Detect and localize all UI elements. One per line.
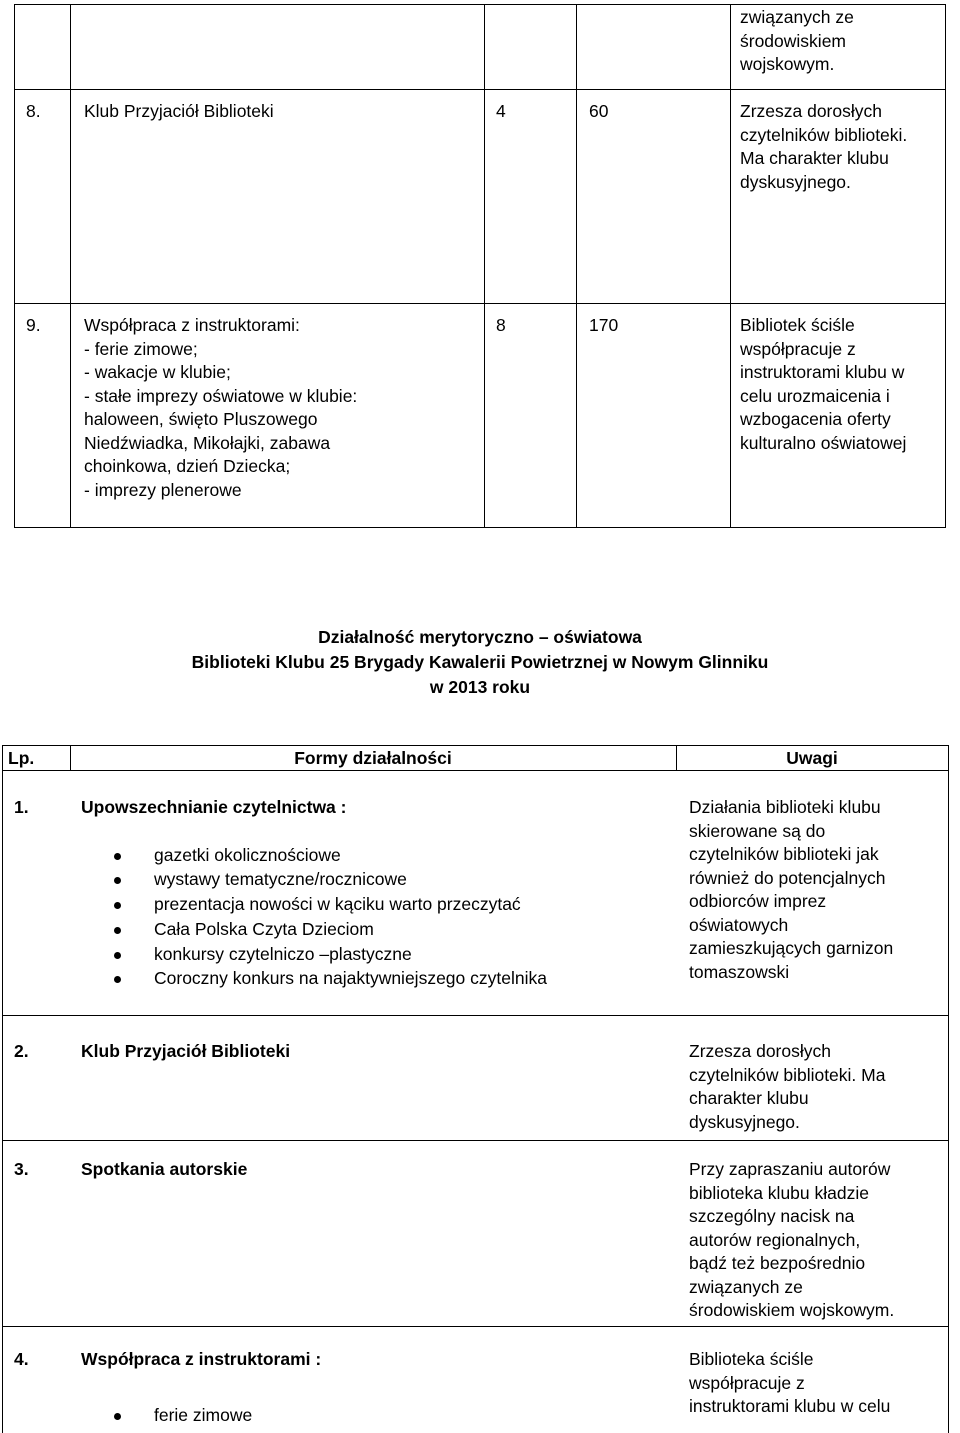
row9-participants: 170	[589, 315, 619, 335]
row9-remarks: Bibliotek ściśle współpracuje z instruktorami klubu w celu urozmaicenia i wzbogacenia oferty kulturalno oświatowej	[740, 315, 907, 453]
t2-row3-remarks: Przy zapraszaniu autorów biblioteka klubu kładzie szczególny nacisk na autorów regionalnych, bądź też bezpośrednio związanych ze środowiskiem wojskowym.	[689, 1159, 895, 1320]
row8-remarks: Zrzesza dorosłych czytelników biblioteki. Ma charakter klubu dyskusyjnego.	[740, 101, 908, 192]
t2-row3-lp: 3.	[14, 1159, 29, 1179]
t2-row2-lp: 2.	[14, 1041, 29, 1061]
t2-row4-remarks: Biblioteka ściśle współpracuje z instruktorami klubu w celu	[689, 1349, 891, 1416]
t2-row2-remarks: Zrzesza dorosłych czytelników biblioteki. Ma charakter klubu dyskusyjnego.	[689, 1041, 886, 1132]
row-prev-remarks: związanych ze środowiskiem wojskowym.	[740, 7, 854, 74]
t2-row1-title: Upowszechnianie czytelnictwa :	[81, 797, 347, 817]
t2-row4-title: Współpraca z instruktorami :	[81, 1349, 322, 1369]
row8-participants: 60	[589, 101, 609, 121]
heading-line-3: w 2013 roku	[429, 677, 531, 697]
heading-line-1: Działalność merytoryczno – oświatowa	[318, 627, 642, 647]
row9-count: 8	[496, 315, 506, 335]
row8-lp: 8.	[26, 101, 41, 121]
header-forms: Formy działalności	[294, 748, 452, 768]
heading-line-2: Biblioteki Klubu 25 Brygady Kawalerii Powietrznej w Nowym Glinniku	[191, 652, 769, 672]
t2-row1-lp: 1.	[14, 797, 29, 817]
row8-count: 4	[496, 101, 506, 121]
row8-name: Klub Przyjaciół Biblioteki	[84, 101, 274, 121]
row9-name: Współpraca z instruktorami: - ferie zimowe; - wakacje w klubie; - stałe imprezy oświatowe w klubie: haloween, święto Pluszowego Niedźwiadka, Mikołajki, zabawa choinkowa, dzień Dziecka; - imprezy plenerowe	[84, 315, 358, 500]
t2-row3-title: Spotkania autorskie	[81, 1159, 248, 1179]
header-remarks: Uwagi	[786, 748, 838, 768]
t2-row1-remarks: Działania biblioteki klubu skierowane są do czytelników biblioteki jak również do potencjalnych odbiorców imprez oświatowych zamieszkujących garnizon tomaszowski	[689, 797, 894, 982]
t2-row4-lp: 4.	[14, 1349, 29, 1369]
header-lp: Lp.	[8, 748, 35, 768]
t2-row2-title: Klub Przyjaciół Biblioteki	[81, 1041, 291, 1061]
row9-lp: 9.	[26, 315, 41, 335]
